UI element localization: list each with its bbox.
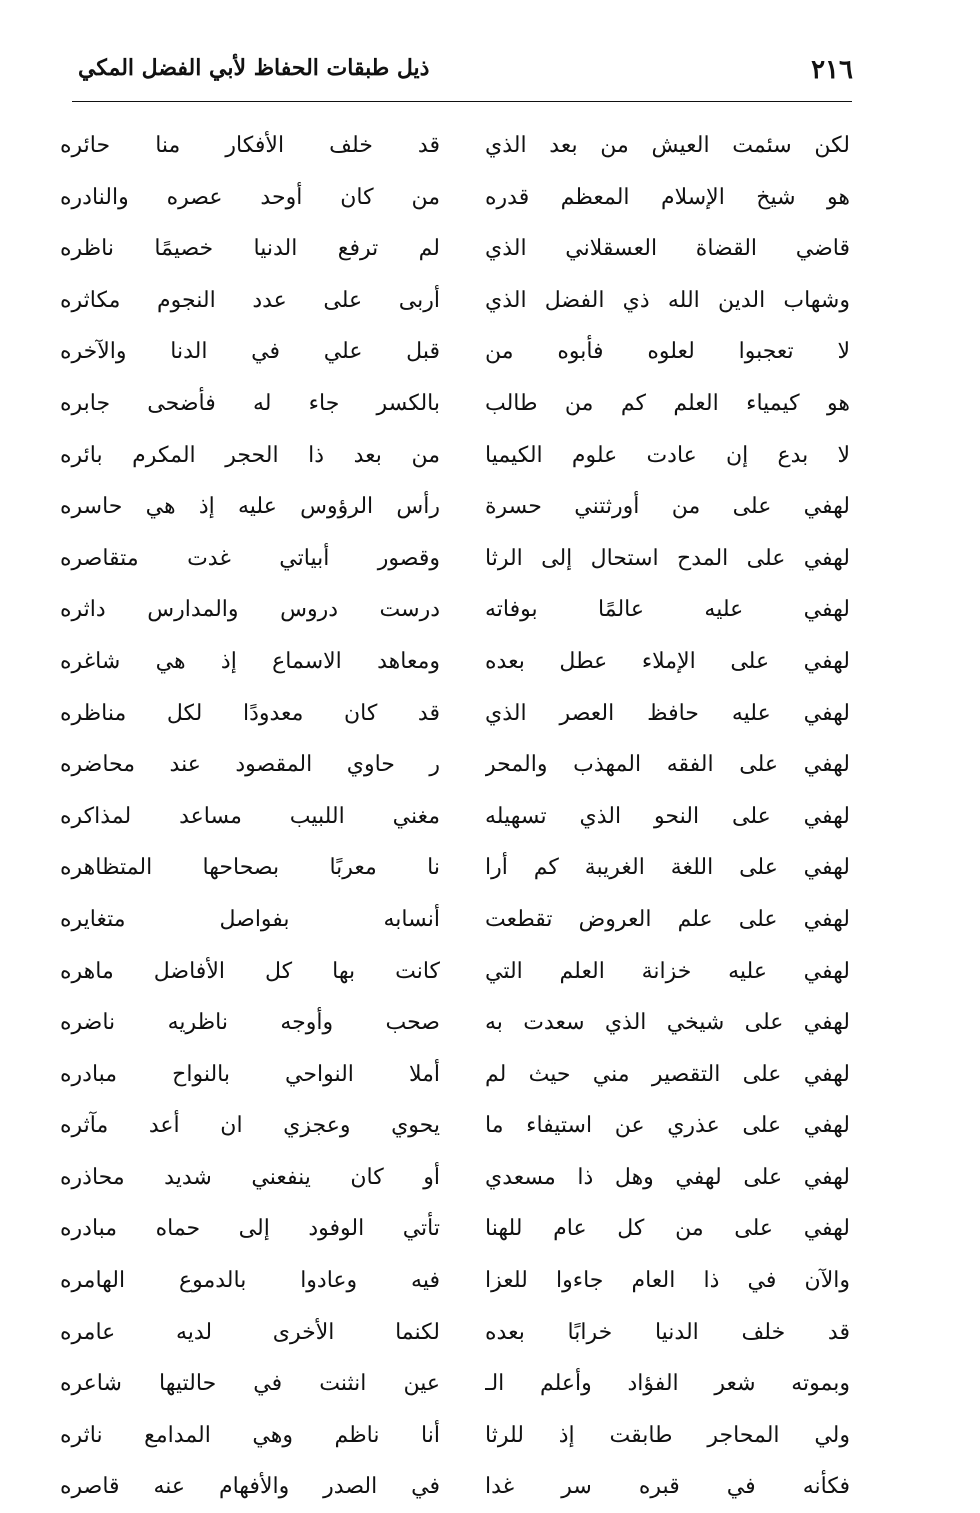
verse-line: لهفي عليه حافظ العصر الذي	[485, 700, 850, 726]
verse-line: عين انثنت في حالتيها شاعره	[60, 1371, 440, 1397]
verse-line: والآن في ذا العام جاءوا للعزا	[485, 1268, 850, 1294]
verse-line: قاضي القضاة العسقلاني الذي	[485, 236, 850, 262]
verse-line: لكن سئمت العيش من بعد الذي	[485, 133, 850, 158]
verse-line: لم ترفع الدنيا خصيمًا ناظره	[60, 236, 440, 262]
verse-line: كانت بها كل الأفاضل ماهره	[60, 958, 440, 984]
verse-line: ولي المحاجر طابقت إذ للرثا	[485, 1422, 850, 1448]
header-divider	[72, 101, 852, 102]
verse-line: وشهاب الدين الله ذي الفضل الذي	[485, 287, 850, 313]
verse-line: ومعاهد الاسماع إذ هي شاغره	[60, 648, 440, 674]
running-title: ذيل طبقات الحفاظ لأبي الفضل المكي	[78, 55, 430, 81]
verse-line: لهفي على لهفي وهل ذا مسعدي	[485, 1164, 850, 1190]
verse-line: لهفي على علم العروض تقطعت	[485, 906, 850, 932]
poem-right-column	[485, 120, 850, 1513]
verse-line: أملا النواحي بالنواح مبادره	[60, 1061, 440, 1087]
verse-line: في الصدر والأفهام عنه قاصره	[60, 1474, 440, 1500]
verse-line: لهفي على الفقه المهذب والمحر	[485, 752, 850, 778]
verse-line: يحوي وعجزي ان أعد مآثره	[60, 1113, 440, 1139]
verse-line: قد كان معدودًا لكل مناظره	[60, 700, 440, 726]
verse-line: من كان أوحد عصره والنادره	[60, 184, 440, 210]
verse-line: لهفي على التقصير مني حيث لم	[485, 1061, 850, 1087]
verse-line: لا تعجبوا لعلوه فأبوه من	[485, 339, 850, 365]
verse-line: لهفي على اللغة الغريبة كم أرا	[485, 855, 850, 881]
verse-line: فيه وعادوا بالدموع الهامره	[60, 1268, 440, 1294]
poem-left-column	[60, 120, 440, 1513]
verse-line: لهفي على المدح استحال إلى الرثا	[485, 545, 850, 571]
verse-line: هو شيخ الإسلام المعظم قدره	[485, 184, 850, 210]
verse-line: لهفي عليه خزانة العلم التي	[485, 958, 850, 984]
verse-line: وبموته شعر الفؤاد وأعلم الـ	[485, 1371, 850, 1397]
verse-line: لهفي على عذري عن استيفاء ما	[485, 1113, 850, 1139]
verse-line: هو كيمياء العلم كم من طالب	[485, 390, 850, 416]
verse-line: أو كان ينفعني شديد محاذره	[60, 1164, 440, 1190]
verse-line: صحب وأوجه ناظريه ناضره	[60, 1010, 440, 1036]
verse-line: تأتي الوفود إلى حماه مبادره	[60, 1216, 440, 1242]
verse-line: لهفي على من أورثتني حسرة	[485, 494, 850, 520]
verse-line: قد خلف الأفكار منا حائره	[60, 133, 440, 158]
verse-line: أنا ناظم وهي المدامع ناثره	[60, 1422, 440, 1448]
page-header	[78, 55, 853, 95]
verse-line: لهفي على شيخي الذي سعدت به	[485, 1010, 850, 1036]
verse-line: أنسابه بفواصل متغايره	[60, 906, 440, 932]
verse-line: قبل علي في الدنا والآخره	[60, 339, 440, 365]
verse-line: لهفي على الإملاء عطل بعده	[485, 648, 850, 674]
verse-line: لهفي على من كل عام للهنا	[485, 1216, 850, 1242]
verse-line: ر حاوي المقصود عند محاضره	[60, 752, 440, 778]
verse-line: لهفي عليه عالمًا بوفاته	[485, 597, 850, 623]
verse-line: رأس الرؤوس عليه إذ هي حاسره	[60, 494, 440, 520]
verse-line: قد خلف الدنيا خرابًا بعده	[485, 1319, 850, 1345]
page-number: ٢١٦	[811, 55, 853, 85]
verse-line: مغني اللبيب مساعد لمذاكره	[60, 803, 440, 829]
verse-line: بالكسر جاء له فأضحى جابره	[60, 390, 440, 416]
verse-line: لا بدع إن عادت علوم الكيميا	[485, 442, 850, 468]
verse-line: درست دروس والمدارس داثره	[60, 597, 440, 623]
verse-line: فكأنه في قبره سر غدا	[485, 1474, 850, 1500]
verse-line: لكنما الأخرى لديه عامره	[60, 1319, 440, 1345]
verse-line: من بعد ذا الحجر المكرم بائره	[60, 442, 440, 468]
verse-line: وقصور أبياتي غدت متقاصره	[60, 545, 440, 571]
verse-line: لهفي على النحو الذي تسهيله	[485, 803, 850, 829]
verse-line: نا معربًا بصحاحها المتظاهره	[60, 855, 440, 881]
verse-line: أربى على عدد النجوم مكاثره	[60, 287, 440, 313]
